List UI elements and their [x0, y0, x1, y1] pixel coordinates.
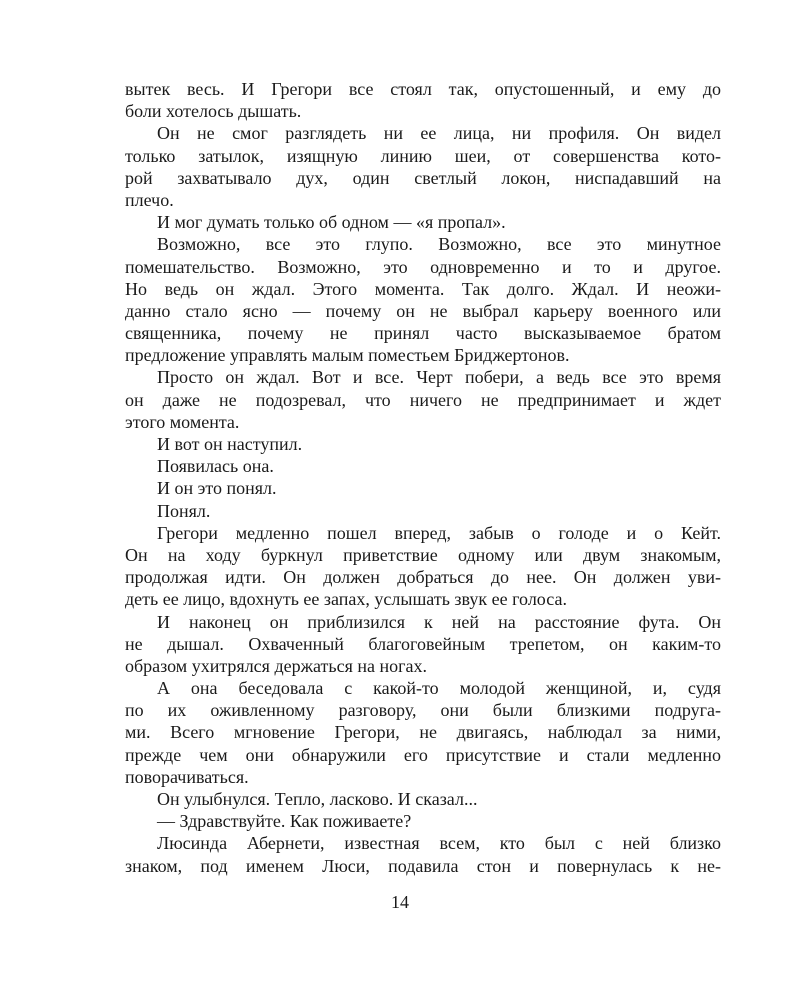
text-line: — Здравствуйте. Как поживаете? [157, 811, 412, 832]
text-line: Просто он ждал. Вот и все. Черт побери, а ведь все это время [157, 367, 721, 388]
text-line: по их оживленному разговору, они были близкими подруга- [125, 700, 721, 721]
text-line: Грегори медленно пошел вперед, забыв о голоде и о Кейт. [157, 522, 721, 543]
text-line: он даже не подозревал, что ничего не предпринимает и ждет [125, 389, 721, 410]
text-line: плечо. [125, 189, 174, 210]
text-line: А она беседовала с какой-то молодой женщиной, и, судя [157, 678, 721, 699]
text-line: Он улыбнулся. Тепло, ласково. И сказал... [157, 789, 478, 809]
text-line: деть ее лицо, вдохнуть ее запах, услышать звук ее голоса. [125, 589, 567, 610]
text-line: боли хотелось дышать. [125, 101, 302, 122]
text-line: не дышал. Охваченный благоговейным трепетом, он каким-то [125, 633, 721, 654]
text-line: И он это понял. [157, 478, 277, 499]
text-line: помешательство. Возможно, это одновременно и то и другое. [125, 256, 721, 277]
book-page-text [125, 78, 721, 877]
text-line: продолжая идти. Он должен добраться до нее. Он должен уви- [125, 567, 721, 588]
text-line: Но ведь он ждал. Этого момента. Так долго. Ждал. И неожи- [125, 278, 721, 299]
text-line: знаком, под именем Люси, подавила стон и повернулась к не- [125, 855, 721, 876]
text-line: Возможно, все это глупо. Возможно, все это минутное [157, 234, 721, 255]
text-line: И наконец он приблизился к ней на расстояние фута. Он [157, 611, 721, 632]
text-line: ми. Всего мгновение Грегори, не двигаясь, наблюдал за ними, [125, 722, 721, 743]
text-line: Появилась она. [157, 456, 274, 477]
text-line: И вот он наступил. [157, 434, 303, 454]
text-line: этого момента. [125, 411, 240, 432]
text-line: священника, почему не принял часто высказываемое братом [125, 323, 721, 344]
text-line: предложение управлять малым поместьем Бриджертонов. [125, 345, 570, 366]
text-line: Он на ходу буркнул приветствие одному или двум знакомым, [125, 544, 721, 565]
text-line: прежде чем они обнаружили его присутствие и стали медленно [125, 744, 721, 765]
text-line: поворачиваться. [125, 766, 249, 787]
text-line: только затылок, изящную линию шеи, от совершенства кото- [125, 145, 721, 166]
text-line: И мог думать только об одном — «я пропал». [157, 212, 506, 233]
text-line: Понял. [157, 500, 211, 521]
text-line: Люсинда Абернети, известная всем, кто был с ней близко [157, 833, 721, 854]
text-line: образом ухитрялся держаться на ногах. [125, 655, 428, 676]
page-number: 14 [391, 892, 409, 912]
text-line: данно стало ясно — почему он не выбрал карьеру военного или [125, 300, 721, 321]
text-line: вытек весь. И Грегори все стоял так, опустошенный, и ему до [125, 79, 721, 99]
text-line: Он не смог разглядеть ни ее лица, ни профиля. Он видел [157, 123, 721, 144]
text-line: рой захватывало дух, один светлый локон, ниспадавший на [125, 167, 721, 188]
